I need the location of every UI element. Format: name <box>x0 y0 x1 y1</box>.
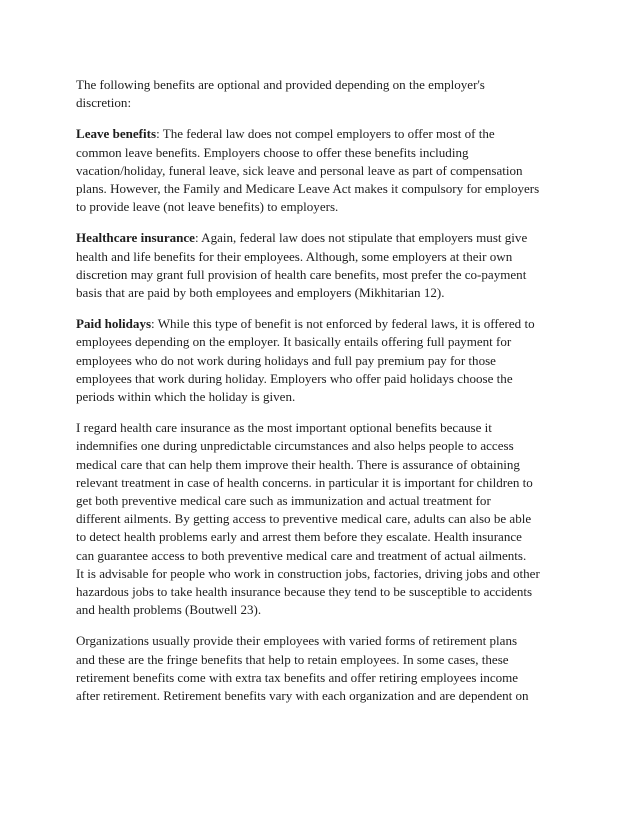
paragraph-retirement <box>76 632 566 705</box>
paragraph-intro <box>76 76 566 112</box>
text-line: employees depending on the employer. It basically entails offering full payment for <box>76 334 512 350</box>
text-line: retirement benefits come with extra tax benefits and offer retiring employees income <box>76 669 519 685</box>
text-line: indemnifies one during unpredictable circumstances and also helps people to access <box>76 438 514 454</box>
text-line <box>76 229 566 247</box>
text-line: discretion may grant full provision of health care benefits, most prefer the co-payment <box>76 266 527 282</box>
text-line: periods within which the holiday is given. <box>76 389 296 405</box>
text-line: to detect health problems early and arrest them before they escalate. Health insurance <box>76 529 522 545</box>
text-line: hazardous jobs to take health insurance because they tend to be susceptible to accidents <box>76 584 533 600</box>
text-line: plans. However, the Family and Medicare Leave Act makes it compulsory for employers <box>76 181 540 197</box>
term-heading: Healthcare insurance <box>76 230 195 246</box>
paragraph-healthcare-insurance <box>76 229 566 302</box>
paragraph-health-care-opinion <box>76 419 566 619</box>
text-line: different ailments. By getting access to preventive medical care, adults can also be able <box>76 511 532 527</box>
text-line: get both preventive medical care such as immunization and actual treatment for <box>76 493 491 509</box>
document-page <box>76 76 566 718</box>
text-line: after retirement. Retirement benefits vary with each organization and are dependent on <box>76 688 529 704</box>
text-line: medical care that can help them improve their health. There is assurance of obtaining <box>76 456 520 472</box>
text-line <box>76 125 566 143</box>
text-line: common leave benefits. Employers choose to offer these benefits including <box>76 144 469 160</box>
term-heading: Leave benefits <box>76 126 157 142</box>
text-line: relevant treatment in case of health concerns. in particular it is important for children to <box>76 474 533 490</box>
text-line: health and life benefits for their employees. Although, some employers at their own <box>76 248 513 264</box>
text-line: It is advisable for people who work in construction jobs, factories, driving jobs and other <box>76 565 540 581</box>
text-line: and health problems (Boutwell 23). <box>76 602 262 618</box>
text-line <box>76 315 566 333</box>
text-line: to provide leave (not leave benefits) to employers. <box>76 199 339 215</box>
text-line: and these are the fringe benefits that help to retain employees. In some cases, these <box>76 651 509 667</box>
paragraph-leave-benefits <box>76 125 566 216</box>
text-line: discretion: <box>76 95 132 111</box>
term-heading: Paid holidays <box>76 316 152 332</box>
text-line: employees that work during holiday. Employers who offer paid holidays choose the <box>76 370 513 386</box>
text-run: : The federal law does not compel employers to offer most of the <box>156 126 495 142</box>
text-line: vacation/holiday, funeral leave, sick leave and personal leave as part of compensation <box>76 162 523 178</box>
paragraph-paid-holidays <box>76 315 566 406</box>
text-line: I regard health care insurance as the most important optional benefits because it <box>76 420 492 436</box>
text-line: can guarantee access to both preventive medical care and treatment of actual ailments. <box>76 547 527 563</box>
text-line: Organizations usually provide their employees with varied forms of retirement plans <box>76 633 518 649</box>
text-line: employees who do not work during holidays and full pay premium pay for those <box>76 352 496 368</box>
text-run: : Again, federal law does not stipulate that employers must give <box>194 230 528 246</box>
text-line: The following benefits are optional and provided depending on the employer's <box>76 77 485 92</box>
text-run: : While this type of benefit is not enforced by federal laws, it is offered to <box>151 316 535 332</box>
text-line: basis that are paid by both employees and employers (Mikhitarian 12). <box>76 285 445 301</box>
